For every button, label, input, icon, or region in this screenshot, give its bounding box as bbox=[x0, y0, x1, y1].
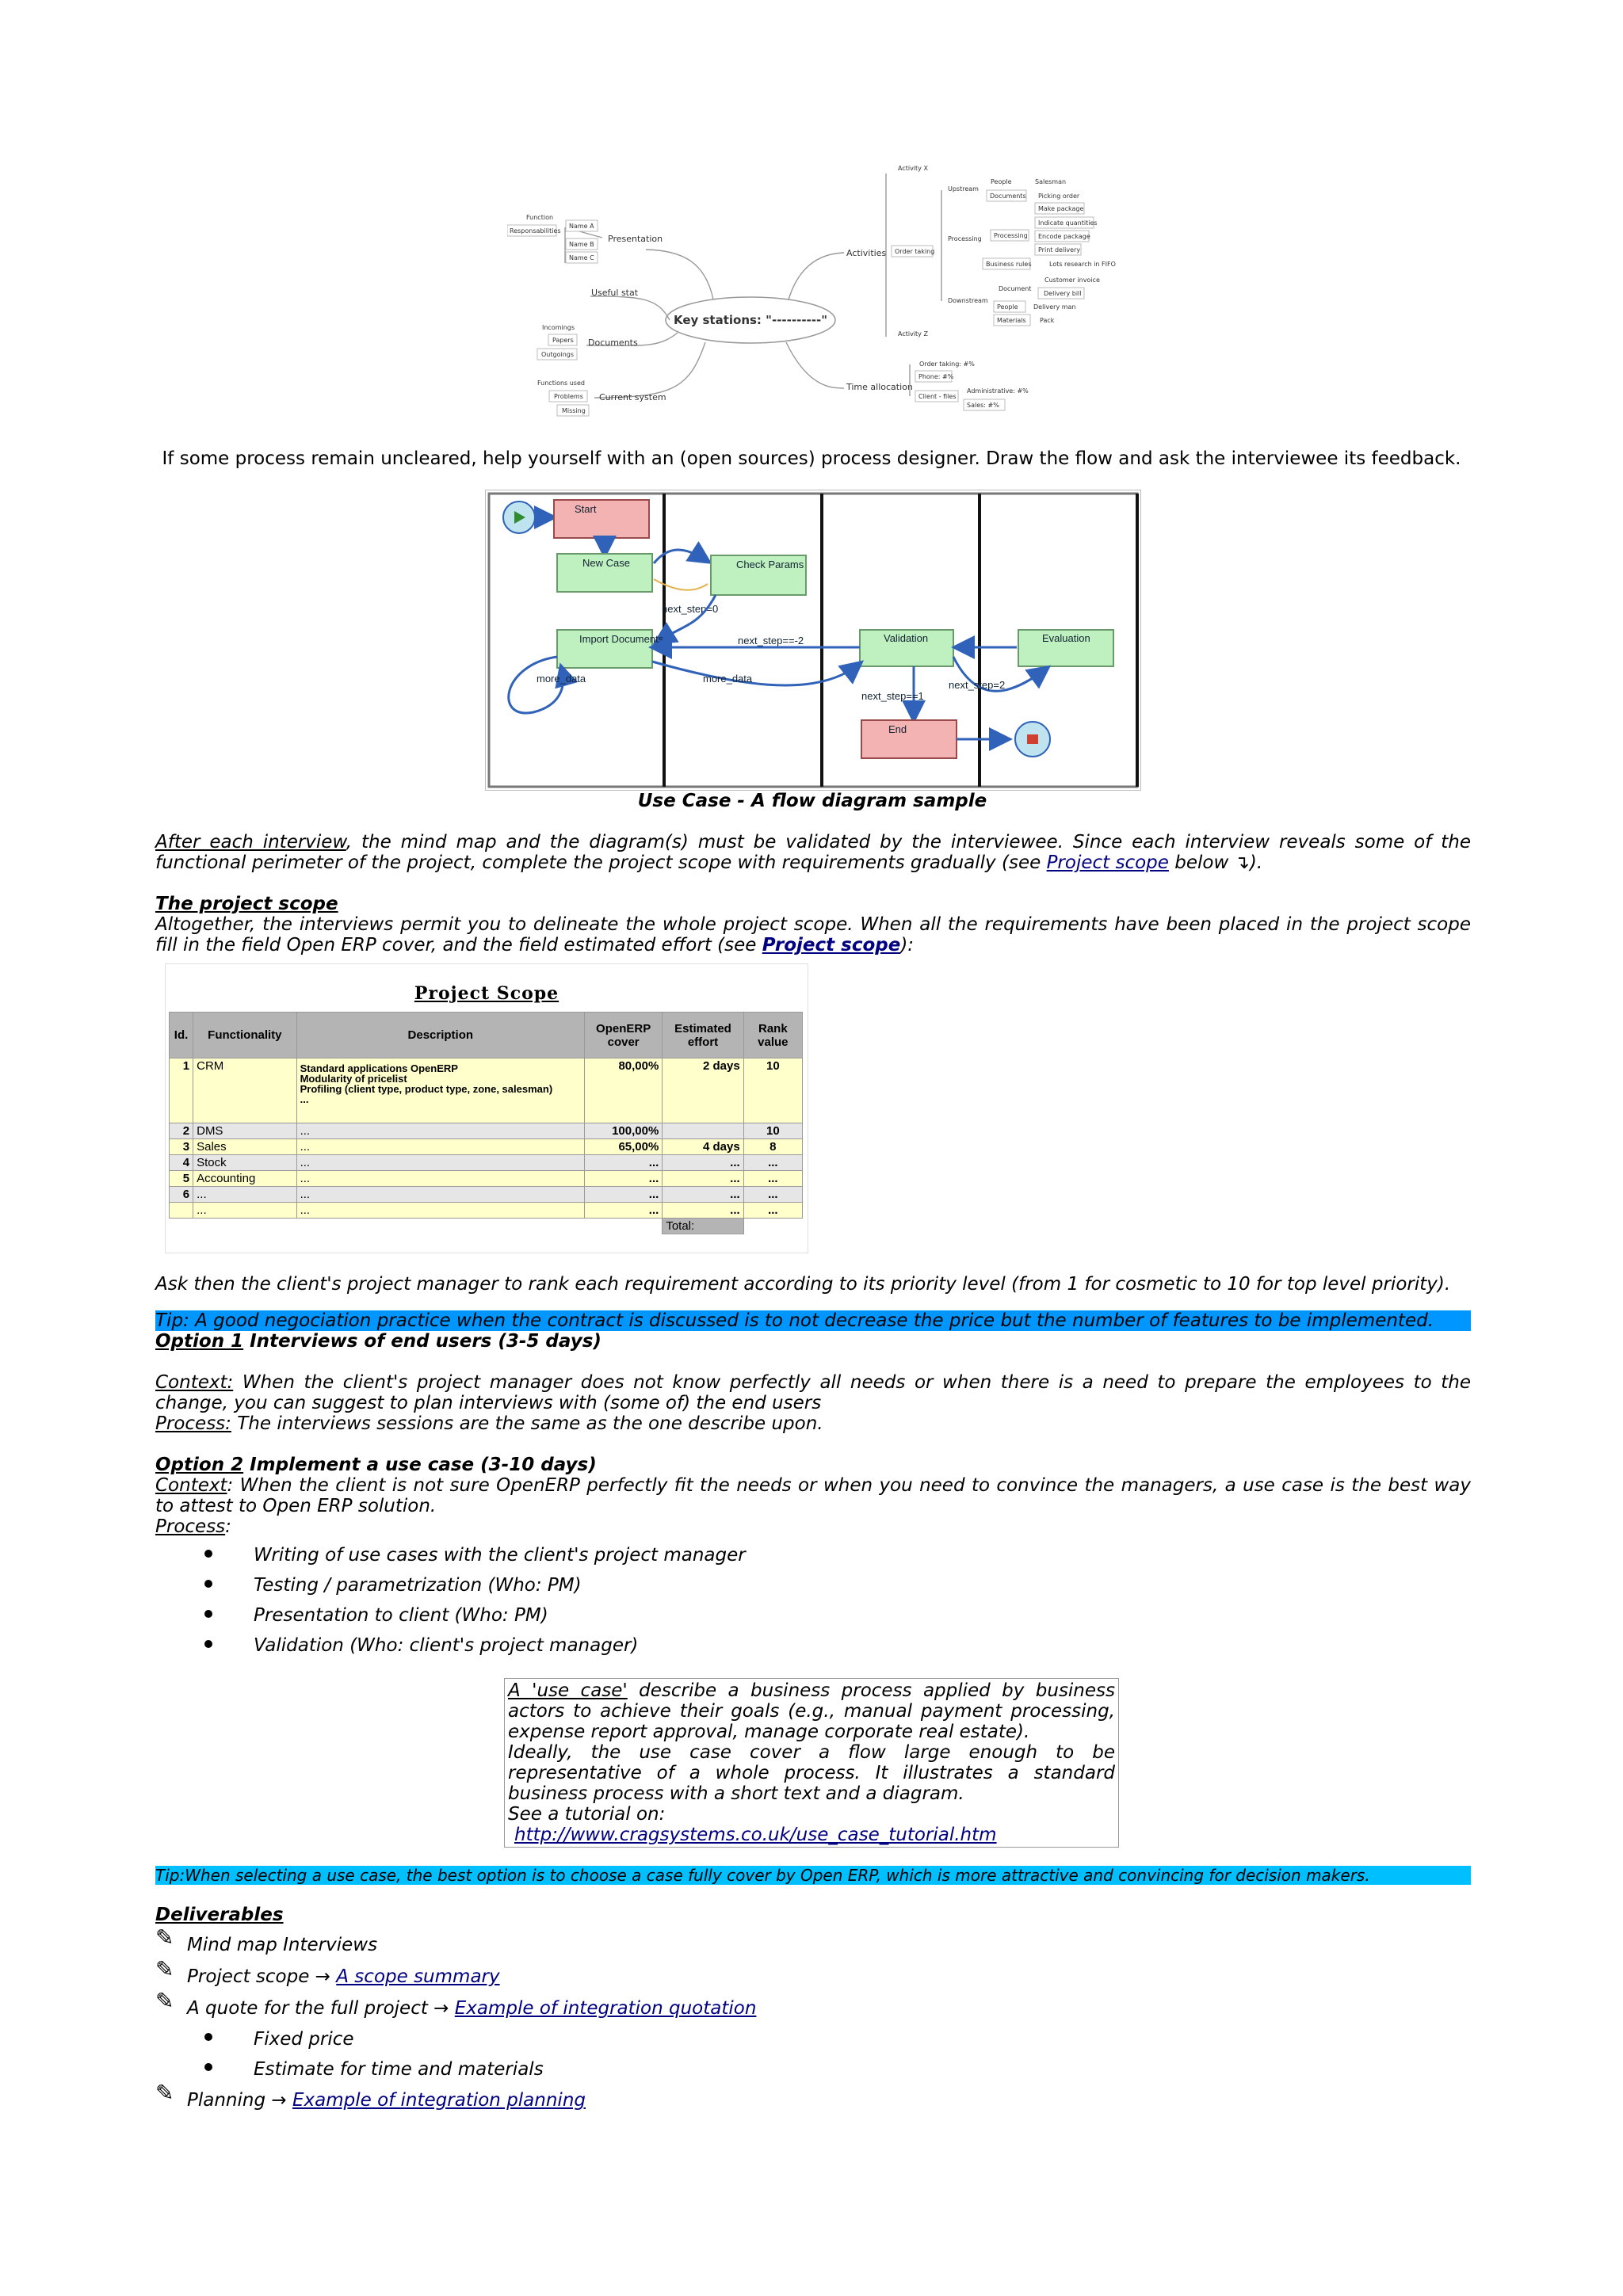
after-interview-lead: After each interview bbox=[155, 832, 346, 852]
option2-process-label: Process bbox=[155, 1516, 226, 1537]
cell-effort: ... bbox=[663, 1171, 743, 1187]
table-row bbox=[170, 1203, 803, 1219]
option1-process bbox=[155, 1413, 1471, 1434]
mm-customer-invoice: Customer invoice bbox=[1044, 277, 1100, 284]
node-new-case-label: New Case bbox=[582, 557, 630, 569]
flow-caption: Use Case - A flow diagram sample bbox=[637, 791, 987, 811]
planning-link[interactable]: Example of integration planning bbox=[292, 2090, 586, 2111]
mm-document: Document bbox=[999, 285, 1032, 292]
cell-cover: 65,00% bbox=[584, 1139, 662, 1155]
flow-label-more-data-1: more_data bbox=[537, 673, 586, 685]
option2-bullet-2: Testing / parametrization (Who: PM) bbox=[254, 1575, 582, 1596]
mm-order-taking-pct: Order taking: #% bbox=[919, 360, 975, 368]
cell-cover: 80,00% bbox=[584, 1058, 662, 1123]
table-row bbox=[170, 1155, 803, 1171]
use-case-tutorial-link[interactable]: http://www.cragsystems.co.uk/use_case_tutorial.htm bbox=[514, 1825, 997, 1845]
option2-context-label: Context bbox=[155, 1475, 227, 1496]
after-interview-tail: below ↴). bbox=[1168, 852, 1263, 873]
mm-papers: Papers bbox=[552, 337, 574, 344]
project-scope-link[interactable]: Project scope bbox=[1046, 852, 1169, 873]
mm-encode-package: Encode package bbox=[1038, 233, 1090, 240]
mm-time-allocation: Time allocation bbox=[846, 382, 913, 392]
cell-rank: ... bbox=[743, 1171, 802, 1187]
cell-cover: ... bbox=[584, 1155, 662, 1171]
bullet bbox=[204, 1640, 212, 1648]
option1-context-label: Context: bbox=[155, 1372, 234, 1393]
cell-id bbox=[170, 1203, 193, 1219]
scope-table-frame bbox=[165, 963, 808, 1253]
mm-functions-used: Functions used bbox=[537, 379, 585, 387]
pencil-icon: ✎ bbox=[155, 1924, 174, 1951]
col-estimated-effort: Estimated effort bbox=[663, 1013, 743, 1058]
use-case-text-1: describe a business process applied by business actors to achieve their goals (e.g., manual payment processing, expense report approval, manage corporate real estate). bbox=[508, 1680, 1116, 1742]
deliverable-2-text: Project scope → bbox=[187, 1966, 337, 1987]
option1-heading bbox=[155, 1331, 601, 1352]
bullet bbox=[204, 1550, 212, 1558]
col-id: Id. bbox=[170, 1013, 193, 1058]
mm-processing-2: Processing bbox=[994, 232, 1028, 239]
use-case-box bbox=[504, 1678, 1119, 1848]
pencil-icon: ✎ bbox=[155, 1956, 174, 1982]
cell-id: 1 bbox=[170, 1058, 193, 1123]
mm-activity-z: Activity Z bbox=[898, 330, 928, 338]
mm-indicate-quantities: Indicate quantities bbox=[1038, 219, 1098, 227]
cell-effort: ... bbox=[663, 1187, 743, 1203]
deliverable-4-text: Planning → bbox=[187, 2090, 292, 2111]
mm-presentation: Presentation bbox=[608, 234, 663, 244]
mm-activity-x: Activity X bbox=[898, 165, 928, 172]
desc-line: Standard applications OpenERP bbox=[300, 1062, 458, 1074]
mm-activities: Activities bbox=[846, 248, 887, 258]
mm-sales-pct: Sales: #% bbox=[967, 402, 999, 409]
cell-rank: 8 bbox=[743, 1139, 802, 1155]
scope-paragraph-tail: ): bbox=[900, 935, 915, 955]
cell-desc: ... bbox=[296, 1203, 584, 1219]
cell-id: 5 bbox=[170, 1171, 193, 1187]
pencil-icon: ✎ bbox=[155, 2080, 174, 2106]
mind-map bbox=[507, 158, 1125, 428]
node-start bbox=[554, 500, 649, 538]
table-row bbox=[170, 1058, 803, 1123]
flow-label-next-step-m2: next_step==-2 bbox=[738, 635, 804, 646]
table-row bbox=[170, 1123, 803, 1139]
cell-desc: ... bbox=[296, 1187, 584, 1203]
col-openerp-cover: OpenERP cover bbox=[584, 1013, 662, 1058]
mm-problems: Problems bbox=[554, 393, 583, 400]
mm-people-2: People bbox=[997, 303, 1018, 311]
mm-upstream: Upstream bbox=[948, 185, 979, 193]
mm-name-c: Name C bbox=[569, 254, 594, 261]
mm-make-package: Make package bbox=[1038, 205, 1084, 212]
deliverables-heading: Deliverables bbox=[155, 1905, 284, 1925]
deliverable-3 bbox=[187, 1998, 756, 2019]
option2-bullet-4: Validation (Who: client's project manager) bbox=[254, 1635, 639, 1656]
mm-pack: Pack bbox=[1040, 317, 1055, 324]
cell-effort bbox=[663, 1123, 743, 1139]
mm-materials: Materials bbox=[997, 317, 1026, 324]
desc-line: Modularity of pricelist bbox=[300, 1073, 407, 1085]
deliverable-sub-2: Estimate for time and materials bbox=[254, 2059, 544, 2080]
cell-desc: ... bbox=[296, 1123, 584, 1139]
project-scope-link-2[interactable]: Project scope bbox=[762, 935, 901, 955]
after-interview-text: , the mind map and the diagram(s) must be validated by the interviewee. Since each interview reveals some of the functional perimeter of the project, complete the project scope with requirements gradually (see bbox=[155, 832, 1471, 873]
col-description: Description bbox=[296, 1013, 584, 1058]
cell-id: 4 bbox=[170, 1155, 193, 1171]
col-functionality: Functionality bbox=[193, 1013, 296, 1058]
cell-desc: ... bbox=[296, 1155, 584, 1171]
mm-current-system: Current system bbox=[599, 392, 666, 402]
bullet bbox=[204, 1610, 212, 1618]
cell-func: ... bbox=[193, 1203, 296, 1219]
mm-administrative-pct: Administrative: #% bbox=[967, 387, 1029, 395]
option1-process-label: Process: bbox=[155, 1413, 231, 1434]
scope-paragraph-text: Altogether, the interviews permit you to delineate the whole project scope. When all the requirements have been placed in the project scope fill in the field Open ERP cover, and the field estimated effort (see bbox=[155, 914, 1471, 955]
use-case-text-2: Ideally, the use case cover a flow large enough to be representative of a whole process. It illustrates a standard business process with a short text and a diagram. bbox=[508, 1742, 1115, 1804]
bullet bbox=[204, 2033, 212, 2041]
cell-func: CRM bbox=[193, 1058, 296, 1123]
cell-desc bbox=[296, 1058, 584, 1123]
cell-func: Stock bbox=[193, 1155, 296, 1171]
scope-heading: The project scope bbox=[155, 894, 338, 914]
mm-people: People bbox=[991, 178, 1012, 185]
mm-client-files: Client - files bbox=[918, 393, 957, 400]
mm-lots-research: Lots research in FIFO bbox=[1049, 261, 1116, 268]
table-row bbox=[170, 1139, 803, 1155]
flow-label-next-step-m1: next_step==1 bbox=[861, 690, 924, 702]
mm-processing: Processing bbox=[948, 235, 982, 242]
pencil-icon: ✎ bbox=[155, 1988, 174, 2014]
mm-useful-stat: Useful stat bbox=[591, 288, 639, 298]
option1-title: Interviews of end users (3-5 days) bbox=[243, 1331, 601, 1352]
scope-table-title: Project Scope bbox=[414, 983, 559, 1004]
node-evaluation-label: Evaluation bbox=[1042, 632, 1090, 644]
node-check-params-label: Check Params bbox=[736, 559, 804, 570]
option2-bullet-1: Writing of use cases with the client's project manager bbox=[254, 1545, 746, 1566]
deliverable-1: Mind map Interviews bbox=[187, 1935, 378, 1955]
total-label: Total: bbox=[663, 1219, 743, 1234]
deliverable-4 bbox=[187, 2090, 586, 2111]
table-row bbox=[170, 1187, 803, 1203]
cell-desc: ... bbox=[296, 1139, 584, 1155]
mm-phone-pct: Phone: #% bbox=[918, 373, 954, 380]
option2-process bbox=[155, 1516, 231, 1537]
node-start-label: Start bbox=[575, 503, 597, 515]
flow-diagram bbox=[485, 490, 1141, 791]
quotation-link[interactable]: Example of integration quotation bbox=[454, 1998, 757, 2019]
cell-rank: ... bbox=[743, 1203, 802, 1219]
mm-name-a: Name A bbox=[569, 223, 594, 230]
mm-order-taking: Order taking bbox=[895, 248, 935, 255]
use-case-text-3: See a tutorial on: bbox=[508, 1804, 666, 1825]
mm-documents: Documents bbox=[588, 338, 638, 348]
cell-func: DMS bbox=[193, 1123, 296, 1139]
mm-name-b: Name B bbox=[569, 241, 594, 248]
cell-effort: ... bbox=[663, 1155, 743, 1171]
bullet bbox=[204, 2063, 212, 2071]
flow-label-next-step-0: next_step=0 bbox=[662, 603, 719, 615]
cell-func: ... bbox=[193, 1187, 296, 1203]
cell-id: 2 bbox=[170, 1123, 193, 1139]
mm-delivery-man: Delivery man bbox=[1033, 303, 1076, 311]
node-end bbox=[861, 720, 957, 758]
after-interview-paragraph bbox=[155, 832, 1471, 873]
option2-label: Option 2 bbox=[155, 1455, 244, 1475]
designer-paragraph: If some process remain uncleared, help yourself with an (open sources) process designer. Draw the flow and ask the interviewee its feedback. bbox=[162, 448, 1461, 469]
cell-func: Accounting bbox=[193, 1171, 296, 1187]
option2-title: Implement a use case (3-10 days) bbox=[243, 1455, 597, 1475]
tip-use-case: Tip:When selecting a use case, the best option is to choose a case fully cover by Open ERP, which is more attractive and convincing for decision makers. bbox=[155, 1866, 1471, 1885]
cell-id: 3 bbox=[170, 1139, 193, 1155]
option2-context bbox=[155, 1475, 1471, 1516]
cell-effort: ... bbox=[663, 1203, 743, 1219]
mindmap-center: Key stations: "----------" bbox=[673, 313, 828, 327]
flow-label-more-data-2: more_data bbox=[703, 673, 753, 685]
option1-label: Option 1 bbox=[155, 1331, 244, 1352]
mm-function: Function bbox=[526, 214, 554, 221]
flow-label-next-step-2: next_step=2 bbox=[949, 679, 1006, 691]
col-rank-value: Rank value bbox=[743, 1013, 802, 1058]
scope-summary-link[interactable]: A scope summary bbox=[336, 1966, 500, 1987]
mm-missing: Missing bbox=[562, 407, 586, 414]
deliverable-sub-1: Fixed price bbox=[254, 2029, 354, 2050]
node-import-label: Import Documents bbox=[579, 633, 664, 645]
mm-print-delivery: Print delivery bbox=[1038, 246, 1081, 254]
cell-rank: ... bbox=[743, 1155, 802, 1171]
option1-context bbox=[155, 1372, 1471, 1413]
mm-picking-order: Picking order bbox=[1038, 193, 1080, 200]
cell-func: Sales bbox=[193, 1139, 296, 1155]
rank-paragraph: Ask then the client's project manager to rank each requirement according to its priority level (from 1 for cosmetic to 10 for top level priority). bbox=[155, 1274, 1451, 1295]
table-row bbox=[170, 1171, 803, 1187]
deliverable-2 bbox=[187, 1966, 500, 1987]
cell-cover: ... bbox=[584, 1203, 662, 1219]
mm-downstream: Downstream bbox=[948, 297, 988, 304]
cell-effort: 4 days bbox=[663, 1139, 743, 1155]
scope-paragraph bbox=[155, 914, 1471, 955]
cell-rank: 10 bbox=[743, 1123, 802, 1139]
desc-line: ... bbox=[300, 1093, 309, 1105]
mm-delivery-bill: Delivery bill bbox=[1044, 290, 1082, 297]
bullet bbox=[204, 1580, 212, 1588]
cell-rank: 10 bbox=[743, 1058, 802, 1123]
mm-responsibilities: Responsabilities bbox=[510, 227, 561, 235]
cell-cover: 100,00% bbox=[584, 1123, 662, 1139]
option1-context-text: When the client's project manager does not know perfectly all needs or when there is a need to prepare the employees to the change, you can suggest to plan interviews with (some of) the end users bbox=[155, 1372, 1471, 1413]
node-end-label: End bbox=[888, 723, 907, 735]
cell-cover: ... bbox=[584, 1187, 662, 1203]
deliverable-3-text: A quote for the full project → bbox=[187, 1998, 455, 2019]
cell-id: 6 bbox=[170, 1187, 193, 1203]
tip-negotiation: Tip: A good negociation practice when the contract is discussed is to not decrease the price but the number of features to be implemented. bbox=[155, 1310, 1471, 1331]
cell-effort: 2 days bbox=[663, 1058, 743, 1123]
mm-salesman: Salesman bbox=[1035, 178, 1067, 185]
node-validation-label: Validation bbox=[884, 632, 929, 644]
mm-outgoings: Outgoings bbox=[541, 351, 575, 358]
cell-rank: ... bbox=[743, 1187, 802, 1203]
option2-heading bbox=[155, 1455, 597, 1475]
option2-bullet-3: Presentation to client (Who: PM) bbox=[254, 1605, 548, 1626]
option2-context-text: : When the client is not sure OpenERP perfectly fit the needs or when you need to convince the managers, a use case is the best way to attest to Open ERP solution. bbox=[155, 1475, 1471, 1516]
option1-process-text: The interviews sessions are the same as the one describe upon. bbox=[231, 1413, 823, 1434]
mm-incomings: Incomings bbox=[542, 324, 575, 331]
cell-desc: ... bbox=[296, 1171, 584, 1187]
mm-documents-small: Documents bbox=[990, 193, 1026, 200]
use-case-term: A 'use case' bbox=[508, 1680, 628, 1701]
scope-table bbox=[169, 1012, 803, 1234]
desc-line: Profiling (client type, product type, zone, salesman) bbox=[300, 1083, 553, 1095]
cell-cover: ... bbox=[584, 1171, 662, 1187]
mm-business-rules: Business rules bbox=[986, 261, 1032, 268]
option2-process-colon: : bbox=[225, 1516, 231, 1537]
